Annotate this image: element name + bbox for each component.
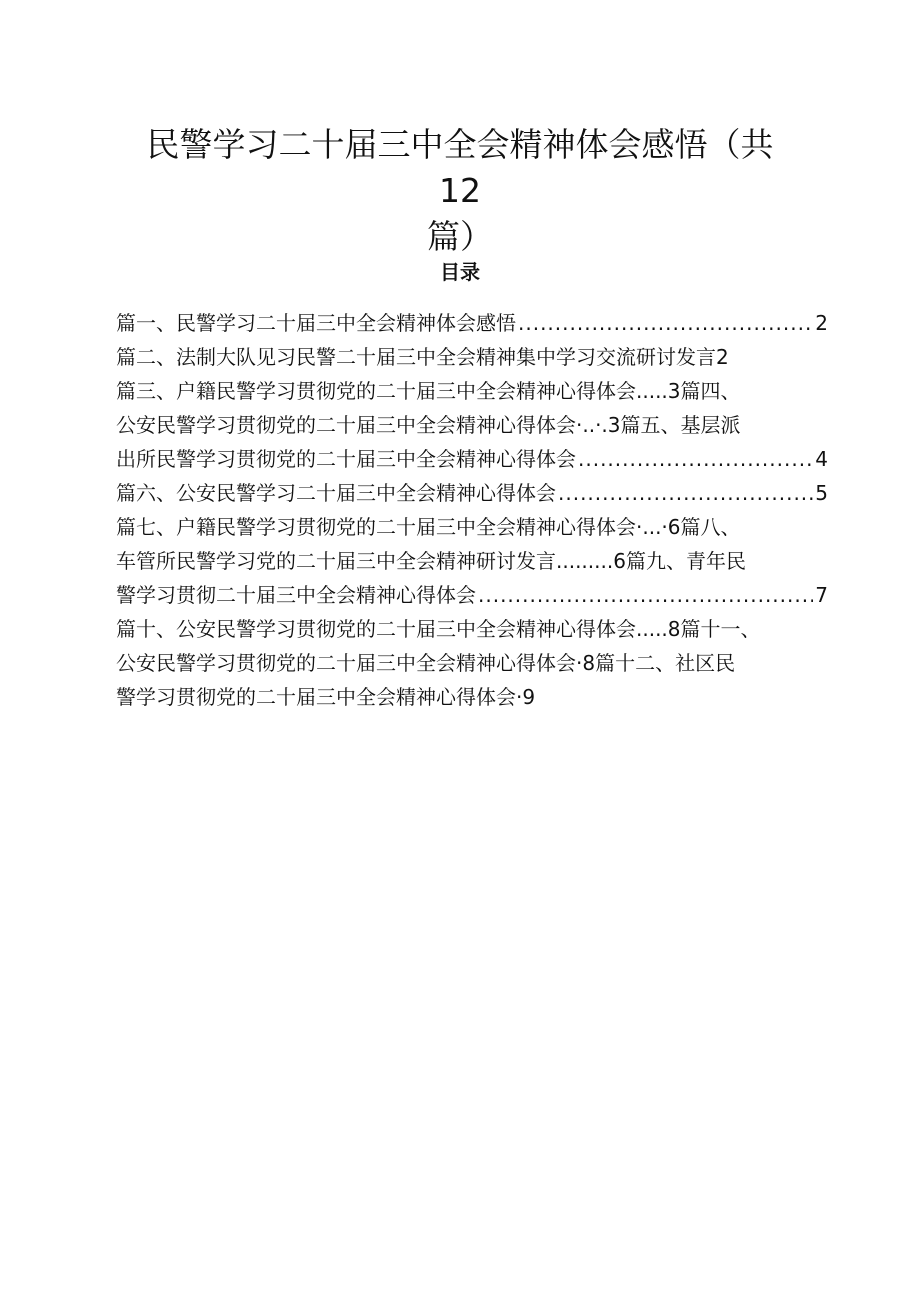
- toc-entry-2[interactable]: 篇二、法制大队见习民警二十届三中全会精神集中学习交流研讨发言2: [116, 345, 729, 369]
- toc-dot-leader: [558, 476, 813, 510]
- toc-entry-text: 篇六、公安民警学习二十届三中全会精神心得体会: [116, 481, 556, 505]
- toc-entry-text: 篇一、民警学习二十届三中全会精神体会感悟: [116, 311, 516, 335]
- toc-entry-7-line[interactable]: 篇七、户籍民警学习贯彻党的二十届三中全会精神心得体会·...·6篇八、: [116, 515, 741, 539]
- toc-entry-11-line[interactable]: 公安民警学习贯彻党的二十届三中全会精神心得体会·8篇十二、社区民: [116, 651, 736, 675]
- toc-entry-text: 出所民警学习贯彻党的二十届三中全会精神心得体会: [116, 447, 576, 471]
- toc-entry-6[interactable]: [116, 476, 828, 510]
- toc-entry-3-line[interactable]: 篇三、户籍民警学习贯彻党的二十届三中全会精神心得体会.....3篇四、: [116, 379, 741, 403]
- toc-entry-10-line[interactable]: 篇十、公安民警学习贯彻党的二十届三中全会精神心得体会.....8篇十一、: [116, 617, 761, 641]
- toc-page-number: 7: [815, 583, 828, 607]
- toc-entry-1[interactable]: [116, 306, 828, 340]
- document-title-line-1: 民警学习二十届三中全会精神体会感悟（共12: [146, 125, 774, 210]
- toc-entry-text: 警学习贯彻二十届三中全会精神心得体会: [116, 583, 476, 607]
- table-of-contents: [116, 306, 828, 714]
- document-title-line-2: 篇）: [427, 217, 493, 256]
- toc-entry-9[interactable]: [116, 578, 828, 612]
- document-title: [140, 122, 780, 260]
- toc-page-number: 5: [815, 481, 828, 505]
- toc-entry-12-line[interactable]: 警学习贯彻党的二十届三中全会精神心得体会·9: [116, 685, 536, 709]
- toc-dot-leader: [578, 442, 813, 476]
- toc-heading: 目录: [440, 260, 480, 284]
- toc-page-number: 2: [815, 311, 828, 335]
- toc-dot-leader: [518, 306, 813, 340]
- toc-page-number: 4: [815, 447, 828, 471]
- toc-entry-5[interactable]: [116, 442, 828, 476]
- toc-dot-leader: [478, 578, 813, 612]
- toc-entry-8-line[interactable]: 车管所民警学习党的二十届三中全会精神研讨发言.........6篇九、青年民: [116, 549, 746, 573]
- toc-entry-4-line[interactable]: 公安民警学习贯彻党的二十届三中全会精神心得体会·..·.3篇五、基层派: [116, 413, 741, 437]
